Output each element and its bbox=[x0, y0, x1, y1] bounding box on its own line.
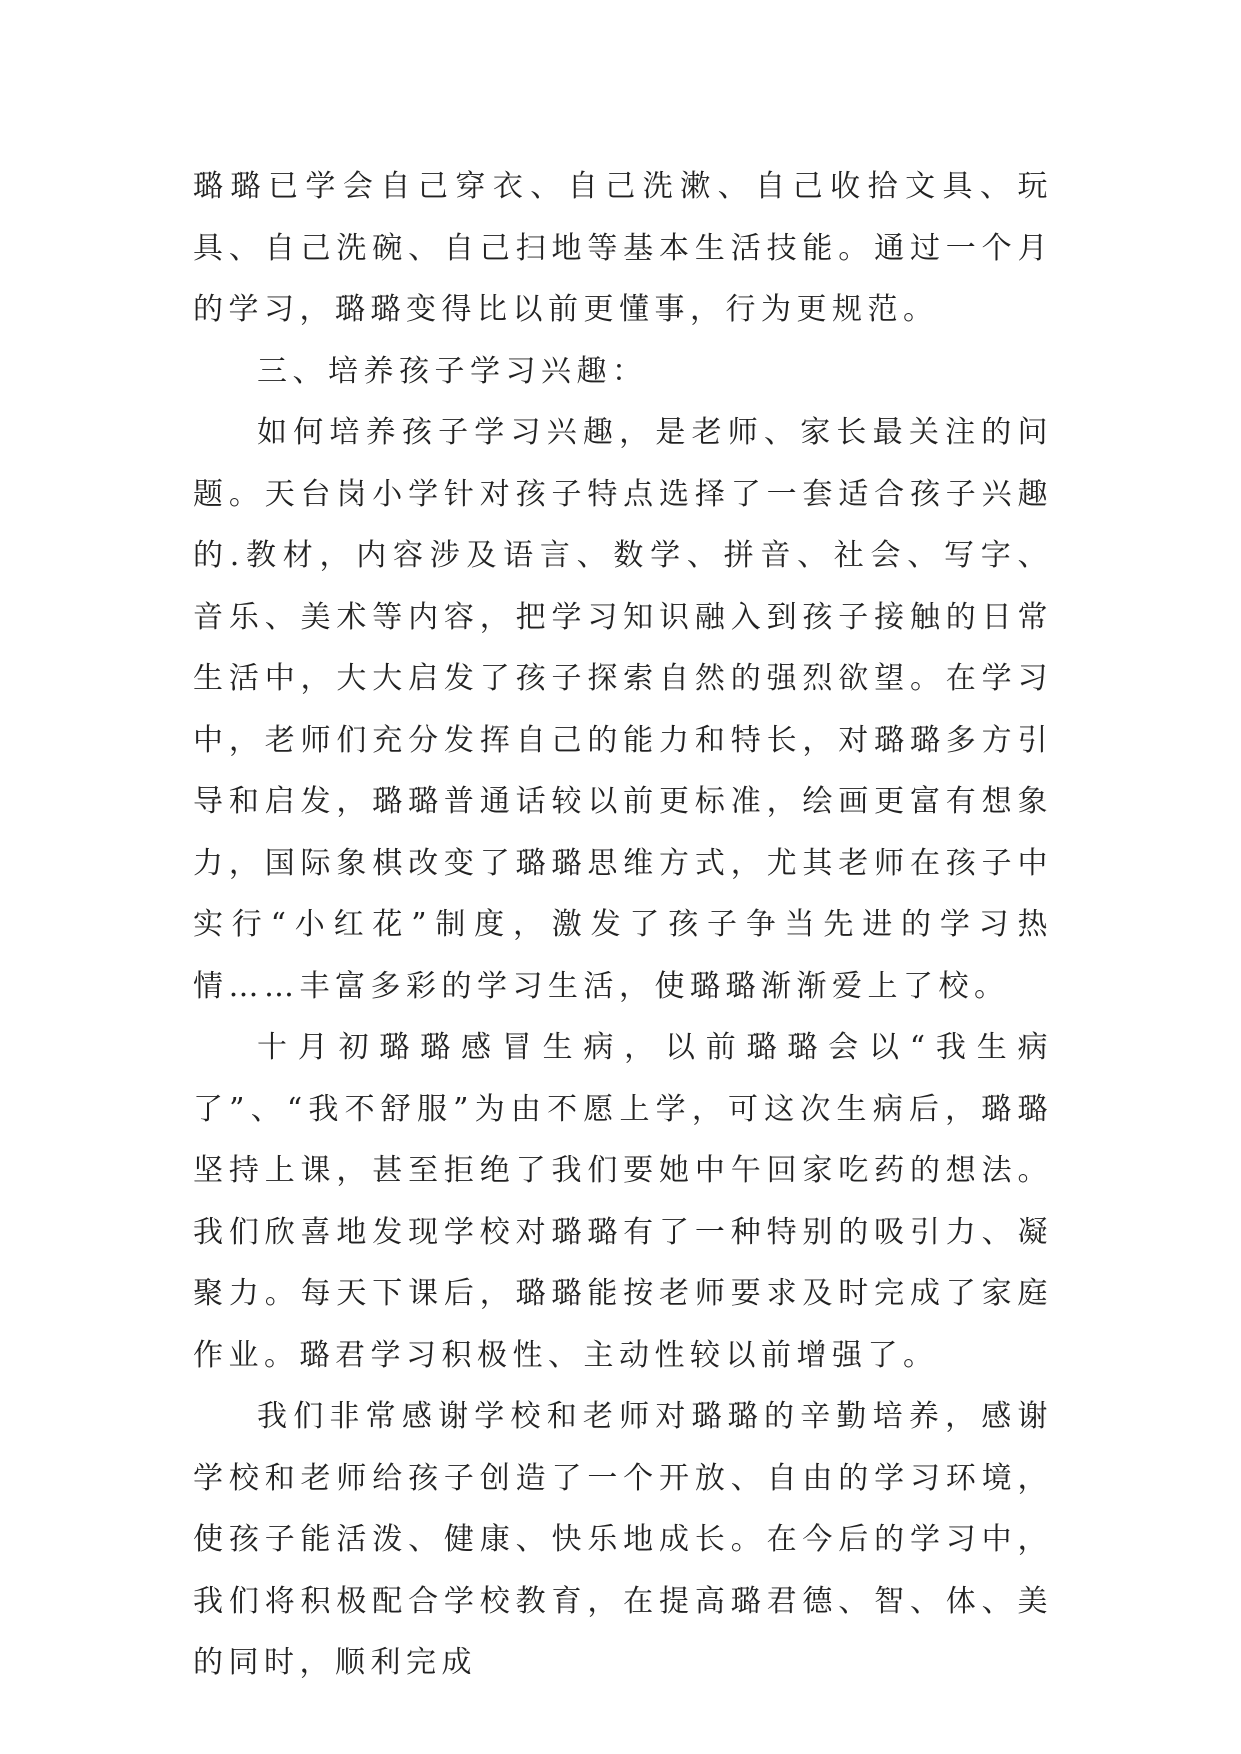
paragraph-gratitude: 我们非常感谢学校和老师对璐璐的辛勤培养，感谢学校和老师给孩子创造了一个开放、自由的学习环境，使孩子能活泼、健康、快乐地成长。在今后的学习中，我们将积极配合学校教育，在提高璐君德、智、体、美的同时，顺利完成 bbox=[193, 1399, 1053, 1680]
paragraph-self-care-skills: 璐璐已学会自己穿衣、自己洗漱、自己收拾文具、玩具、自己洗碗、自己扫地等基本生活技能。通过一个月的学习，璐璐变得比以前更懂事，行为更规范。 bbox=[193, 169, 1053, 327]
section-heading-learning-interest: 三、培养孩子学习兴趣： bbox=[257, 353, 648, 389]
document-body bbox=[193, 156, 1053, 1694]
paragraph-learning-interest: 如何培养孩子学习兴趣，是老师、家长最关注的问题。天台岗小学针对孩子特点选择了一套适合孩子兴趣的.教材，内容涉及语言、数学、拼音、社会、写字、音乐、美术等内容，把学习知识融入到孩子接触的日常生活中，大大启发了孩子探索自然的强烈欲望。在学习中，老师们充分发挥自己的能力和特长，对璐璐多方引导和启发，璐璐普通话较以前更标准，绘画更富有想象力，国际象棋改变了璐璐思维方式，尤其老师在孩子中实行“小红花”制度，激发了孩子争当先进的学习热情……丰富多彩的学习生活，使璐璐渐渐爱上了校。 bbox=[193, 415, 1053, 1004]
paragraph-illness-attendance: 十月初璐璐感冒生病，以前璐璐会以“我生病了”、“我不舒服”为由不愿上学，可这次生病后，璐璐坚持上课，甚至拒绝了我们要她中午回家吃药的想法。我们欣喜地发现学校对璐璐有了一种特别的吸引力、凝聚力。每天下课后，璐璐能按老师要求及时完成了家庭作业。璐君学习积极性、主动性较以前增强了。 bbox=[193, 1030, 1053, 1373]
